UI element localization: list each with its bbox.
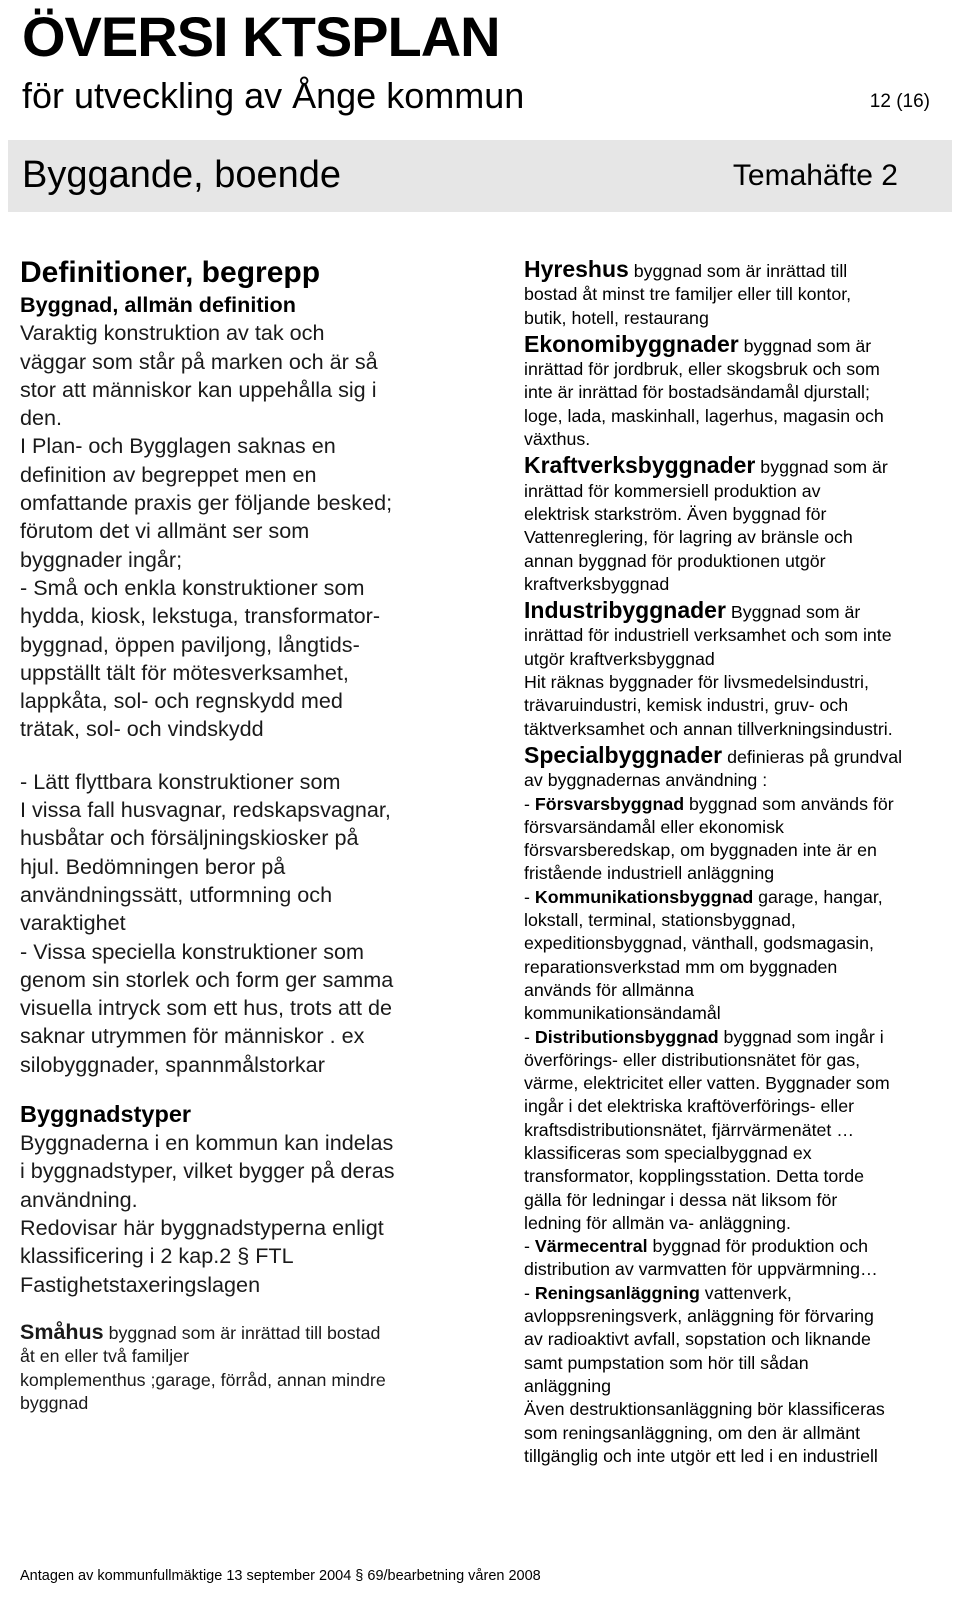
text-line: silobyggnader, spannmålstorkar <box>20 1051 325 1077</box>
text-line: - Vissa speciella konstruktioner som <box>20 938 365 964</box>
text-line: överförings- eller distributionsnätet för gas, <box>524 1049 861 1070</box>
smahus-term: Småhus <box>20 1319 104 1344</box>
text-line: åt en eller två familjer <box>20 1346 189 1367</box>
text-line: saknar utrymmen för människor . ex <box>20 1023 365 1049</box>
text-line: värme, elektricitet eller vatten. Byggnader som <box>524 1073 890 1094</box>
ekonomibyggnader-text <box>524 358 954 451</box>
text-line: väggar som står på marken och är så <box>20 348 378 374</box>
text-line: av byggnadernas användning : <box>524 770 768 791</box>
text-line: utgör kraftverksbyggnad <box>524 648 715 669</box>
text-line: inte är inrättad för bostadsändamål djurstall; <box>524 382 870 403</box>
text-line: den. <box>20 405 63 431</box>
text-line: genom sin storlek och form ger samma <box>20 966 394 992</box>
varmecentral-text <box>524 1258 954 1281</box>
text-line: försvarsberedskap, om byggnaden inte är en <box>524 840 877 861</box>
text-line: byggnad <box>20 1393 89 1414</box>
text-line: omfattande praxis ger följande besked; <box>20 490 393 516</box>
banner-title: Byggande, boende <box>22 154 342 196</box>
text-line: inrättad för jordbruk, eller skogsbruk och som <box>524 359 880 380</box>
text-line: komplementhus ;garage, förråd, annan mindre <box>20 1369 386 1390</box>
text-line: försvarsändamål eller ekonomisk <box>524 816 784 837</box>
text-line: användning. <box>20 1186 138 1212</box>
section-banner <box>8 140 952 212</box>
text-line: inrättad för kommersiell produktion av <box>524 480 821 501</box>
text-line: anläggning <box>524 1375 612 1396</box>
text-line: definition av begreppet men en <box>20 461 317 487</box>
text-line: avloppsreningsverk, anläggning för förvaring <box>524 1306 874 1327</box>
text-line: lokstall, terminal, stationsbyggnad, <box>524 910 796 931</box>
general-definition-heading: Byggnad, allmän definition <box>20 292 296 317</box>
text-line: kommunikationsändamål <box>524 1003 721 1024</box>
hyreshus-definition: Hyreshus byggnad som är inrättad till bostad åt minst tre familjer eller till kontor, butik, hotell, restaurang <box>524 258 954 330</box>
distributionsbyggnad-text <box>524 1049 954 1235</box>
kommunikationsbyggnad-line: - Kommunikationsbyggnad garage, hangar, <box>524 886 883 907</box>
building-types-text <box>20 1129 460 1299</box>
text-line: ingår i det elektriska kraftöverförings- eller <box>524 1096 855 1117</box>
kraftverksbyggnader-term: Kraftverksbyggnader <box>524 452 756 479</box>
text-line: expeditionsbyggnad, vänthall, godsmagasin, <box>524 933 874 954</box>
hyreshus-text <box>524 283 954 330</box>
text-line: som reningsanläggning, om den är allmänt <box>524 1422 861 1443</box>
distributionsbyggnad-line: - Distributionsbyggnad byggnad som ingår i <box>524 1026 884 1047</box>
text-line: - Lätt flyttbara konstruktioner som <box>20 768 341 794</box>
text-line: fristående industriell anläggning <box>524 863 775 884</box>
text-line: gälla för ledningar i dessa nät liksom för <box>524 1189 838 1210</box>
varmecentral-term: Värmecentral <box>534 1236 648 1257</box>
smahus-text <box>20 1345 460 1416</box>
text-line: Varaktig konstruktion av tak och <box>20 320 325 346</box>
specialbyggnader-text <box>524 769 954 792</box>
page-number: 12 (16) <box>869 91 930 112</box>
text-line: I Plan- och Bygglagen saknas en <box>20 433 336 459</box>
general-definition-text <box>20 319 460 432</box>
text-line: används för allmänna <box>524 979 695 1000</box>
text-line: användningssätt, utformning och <box>20 881 333 907</box>
industribyggnader-definition: Industribyggnader Byggnad som är inrättad för industriell verksamhet och som inte utgör kraftverksbyggnad Hit räknas byggnader för livsmedelsindustri, trävaruindustri, kemisk industri, gruv- och täktverksamhet och annan tillverkningsindustri. <box>524 599 954 741</box>
forsvarsbyggnad-text <box>524 816 954 886</box>
text-line: Även destruktionsanläggning bör klassificeras <box>524 1399 885 1420</box>
footer-adoption-note: Antagen av kommunfullmäktige 13 september 2004 § 69/bearbetning våren 2008 <box>20 1568 541 1584</box>
banner-booklet-label: Temahäfte 2 <box>732 159 898 192</box>
text-line: Fastighetstaxeringslagen <box>20 1271 261 1297</box>
text-line: I vissa fall husvagnar, redskapsvagnar, <box>20 797 391 823</box>
specialbyggnader-term: Specialbyggnader <box>524 741 723 768</box>
text-line: byggnader ingår; <box>20 546 183 572</box>
text-line: distribution av varmvatten för uppvärmning… <box>524 1259 878 1280</box>
industribyggnader-term: Industribyggnader <box>524 597 726 624</box>
text-line: ledning för allmän va- anläggning. <box>524 1212 791 1233</box>
varmecentral-line: - Värmecentral byggnad för produktion och <box>524 1236 869 1257</box>
distributionsbyggnad-term: Distributionsbyggnad <box>534 1026 719 1047</box>
text-line: visuella intryck som ett hus, trots att de <box>20 995 393 1021</box>
reningsanlaggning-text <box>524 1305 954 1468</box>
text-line: stor att människor kan uppehålla sig i <box>20 376 377 402</box>
text-line: loge, lada, maskinhall, lagerhus, magasin och <box>524 405 884 426</box>
document-title: ÖVERSI KTSPLAN <box>22 5 500 68</box>
text-line: klassificeras som specialbyggnad ex <box>524 1142 812 1163</box>
text-line: transformator, kopplingsstation. Detta torde <box>524 1166 864 1187</box>
text-line: reparationsverkstad mm om byggnaden <box>524 956 838 977</box>
kommunikationsbyggnad-term: Kommunikationsbyggnad <box>534 886 754 907</box>
text-line: i byggnadstyper, vilket bygger på deras <box>20 1158 395 1184</box>
text-line: elektrisk starkström. Även byggnad för <box>524 503 827 524</box>
text-line: - Små och enkla konstruktioner som <box>20 574 365 600</box>
text-line: varaktighet <box>20 910 126 936</box>
forsvarsbyggnad-term: Försvarsbyggnad <box>534 793 685 814</box>
text-line: hydda, kiosk, lekstuga, transformator- <box>20 603 381 629</box>
kraftverksbyggnader-definition: Kraftverksbyggnader byggnad som är inrättad för kommersiell produktion av elektrisk starkström. Även byggnad för Vattenreglering, för lagring av bränsle och annan byggnad för produktionen utgör kraftverksbyggnad <box>524 454 954 596</box>
text-line: annan byggnad för produktionen utgör <box>524 550 826 571</box>
text-line: bostad åt minst tre familjer eller till kontor, <box>524 284 852 305</box>
text-line: lappkåta, sol- och regnskydd med <box>20 688 343 714</box>
text-line: av radioaktivt avfall, sopstation och liknande <box>524 1329 871 1350</box>
smahus-first-line: Småhus byggnad som är inrättad till bostad <box>20 1319 381 1344</box>
text-line: byggnad, öppen paviljong, långtids- <box>20 631 360 657</box>
text-line: växthus. <box>524 429 591 450</box>
text-line: inrättad för industriell verksamhet och som inte <box>524 625 892 646</box>
pbl-text <box>20 432 460 743</box>
movable-constructions-text <box>20 768 460 1079</box>
text-line: Redovisar här byggnadstyperna enligt <box>20 1214 384 1240</box>
specialbyggnader-definition: Specialbyggnader definieras på grundval av byggnadernas användning : - Försvarsbyggnad byggnad som används för försvarsändamål eller ekonomisk försvarsberedskap, om byggnaden inte är en fristående industriell anläggning - Kommunikationsbyggnad garage, hangar, lokstall, terminal, stationsbyggnad, expeditionsbyggnad, vänthall, godsmagasin, reparationsverkstad mm om byggnaden används för allmänna kommunikationsändamål - Distributionsbyggnad byggnad som ingår i överförings- eller distributionsnätet för gas, värme, elektricitet eller vatten. Byggnader som ingår i det elektriska kraftöverförings- eller kraftsdistributionsnätet, fjärrvärmenätet … klassificeras som specialbyggnad ex transformator, kopplingsstation. Detta torde gälla för ledningar i dessa nät liksom för ledning för allmän va- anläggning. - Värmecentral byggnad för produktion och distribution av varmvatten för uppvärmning… - Reningsanläggning vattenverk, avloppsreningsverk, anläggning för förvaring av radioaktivt avfall, sopstation och liknande samt pumpstation som hör till sådan anläggning Även destruktionsanläggning bör klassificeras som reningsanläggning, om den är allmänt tillgänglig och inte utgör ett led i en industriell <box>524 744 954 1468</box>
ekonomibyggnader-definition: Ekonomibyggnader byggnad som är inrättad för jordbruk, eller skogsbruk och som inte är inrättad för bostadsändamål djurstall; loge, lada, maskinhall, lagerhus, magasin och växthus. <box>524 333 954 451</box>
text-line: förutom det vi allmänt ser som <box>20 518 310 544</box>
text-line: tillgänglig och inte utgör ett led i en industriell <box>524 1445 878 1466</box>
text-line: samt pumpstation som hör till sådan <box>524 1352 809 1373</box>
left-column <box>20 255 460 1416</box>
building-types-heading: Byggnadstyper <box>20 1101 192 1128</box>
text-line: uppställt tält för mötesverksamhet, <box>20 659 349 685</box>
text-line: klassificering i 2 kap.2 § FTL <box>20 1243 294 1269</box>
kraftverksbyggnader-text <box>524 480 954 596</box>
text-line: hjul. Bedömningen beror på <box>20 853 286 879</box>
definitions-heading: Definitioner, begrepp <box>20 256 321 289</box>
right-column <box>524 255 954 1468</box>
reningsanlaggning-line: - Reningsanläggning vattenverk, <box>524 1282 792 1303</box>
forsvarsbyggnad-line: - Försvarsbyggnad byggnad som används för <box>524 793 894 814</box>
text-line: kraftsdistributionsnätet, fjärrvärmenätet … <box>524 1119 855 1140</box>
text-line: Vattenreglering, för lagring av bränsle och <box>524 527 853 548</box>
text-line: trävaruindustri, kemisk industri, gruv- och <box>524 695 849 716</box>
kommunikationsbyggnad-text <box>524 909 954 1025</box>
smahus-definition <box>20 1321 460 1416</box>
hyreshus-term: Hyreshus <box>524 256 629 282</box>
text-line: husbåtar och försäljningskiosker på <box>20 825 359 851</box>
text-line: Hit räknas byggnader för livsmedelsindustri, <box>524 672 869 693</box>
text-line: trätak, sol- och vindskydd <box>20 716 264 742</box>
industribyggnader-text <box>524 624 954 740</box>
text-line: kraftverksbyggnad <box>524 573 670 594</box>
reningsanlaggning-term: Reningsanläggning <box>534 1282 700 1303</box>
text-line: butik, hotell, restaurang <box>524 307 709 328</box>
text-line: täktverksamhet och annan tillverkningsindustri. <box>524 718 893 739</box>
text-line: Byggnaderna i en kommun kan indelas <box>20 1130 394 1156</box>
document-subtitle: för utveckling av Ånge kommun <box>22 75 525 116</box>
ekonomibyggnader-term: Ekonomibyggnader <box>524 330 739 357</box>
